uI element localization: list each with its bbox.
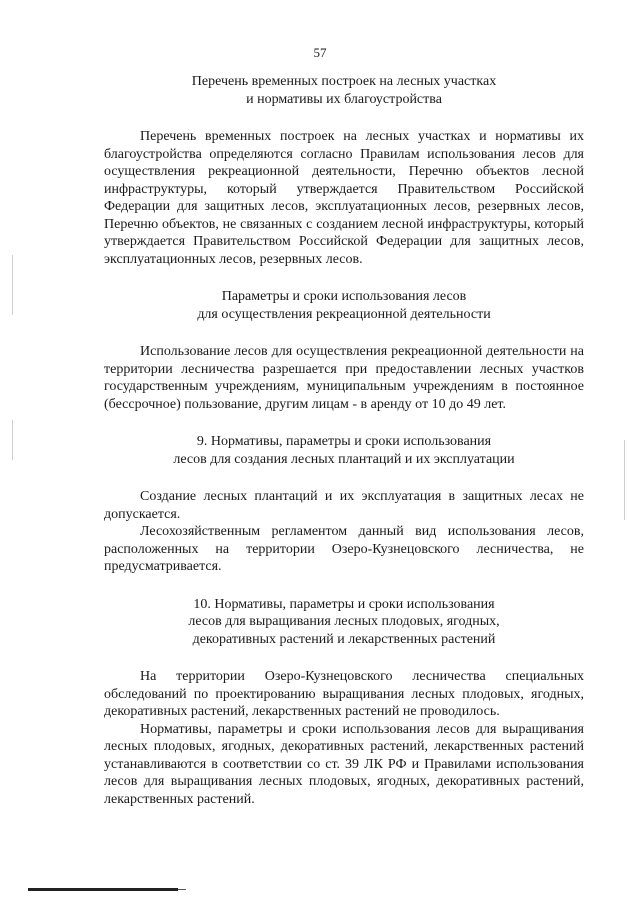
page-number: 57 bbox=[313, 45, 327, 60]
paragraph: Нормативы, параметры и сроки использования лесов для выращивания лесных плодовых, ягодных, декоративных растений, лекарственных растений устанавливаются в соответствии со ст. 39 ЛК РФ и Правилами использования лесов для выращивания лесных плодовых, ягодных, декоративных растений, лекарственных растений. bbox=[104, 721, 584, 807]
section-heading-line: 10. Нормативы, параметры и сроки использования bbox=[193, 596, 495, 612]
scan-margin-mark bbox=[624, 440, 625, 520]
section-heading-line: и нормативы их благоустройства bbox=[246, 91, 442, 107]
scan-margin-mark bbox=[12, 255, 13, 315]
section-heading-line: лесов для выращивания лесных плодовых, ягодных, bbox=[188, 614, 500, 629]
paragraph: На территории Озеро-Кузнецовского лесничества специальных обследований по проектированию выращивания лесных плодовых, ягодных, декоративных растений, лекарственных растений не проводилось. bbox=[104, 669, 584, 719]
paragraph: Использование лесов для осуществления рекреационной деятельности на территории лесничества разрешается при предоставлении лесных участков государственным учреждениям, муниципальным учреждениям в постоянное (бессрочное) пользование, другим лицам - в аренду от 10 до 49 лет. bbox=[104, 344, 584, 412]
section-heading-line: декоративных растений и лекарственных растений bbox=[192, 631, 496, 647]
section-heading-line: Параметры и сроки использования лесов bbox=[221, 289, 467, 304]
section-10-plant-growing bbox=[104, 596, 584, 809]
section-heading-line: лесов для создания лесных плантаций и их эксплуатации bbox=[173, 451, 515, 467]
paragraph: Перечень временных построек на лесных участках и нормативы их благоустройства определяются согласно Правилам использования лесов для осуществления рекреационной деятельности, Перечню объектов лесной инфраструктуры, который утверждается Правительством Российской Федерации для защитных лесов, эксплуатационных лесов, резервных лесов, Перечню объектов, не связанных с созданием лесной инфраструктуры, который утверждается Правительством Российской Федерации для защитных лесов, эксплуатационных лесов, резервных лесов. bbox=[104, 129, 584, 267]
section-heading-line: 9. Нормативы, параметры и сроки использования bbox=[196, 434, 492, 449]
scan-bottom-bar bbox=[28, 888, 178, 891]
scan-margin-mark bbox=[12, 420, 13, 460]
document-body bbox=[104, 73, 584, 808]
section-heading-line: для осуществления рекреационной деятельности bbox=[197, 306, 491, 322]
paragraph: Лесохозяйственным регламентом данный вид использования лесов, расположенных на территории Озеро-Кузнецовского лесничества, не предусматривается. bbox=[104, 524, 584, 574]
scan-bottom-bar-tail bbox=[178, 889, 186, 890]
section-temporary-buildings bbox=[104, 73, 584, 268]
section-recreation bbox=[104, 288, 584, 413]
paragraph: Создание лесных плантаций и их эксплуатация в защитных лесах не допускается. bbox=[104, 489, 584, 522]
section-9-forest-plantations bbox=[104, 433, 584, 576]
section-heading-line: Перечень временных построек на лесных участках bbox=[191, 74, 497, 89]
